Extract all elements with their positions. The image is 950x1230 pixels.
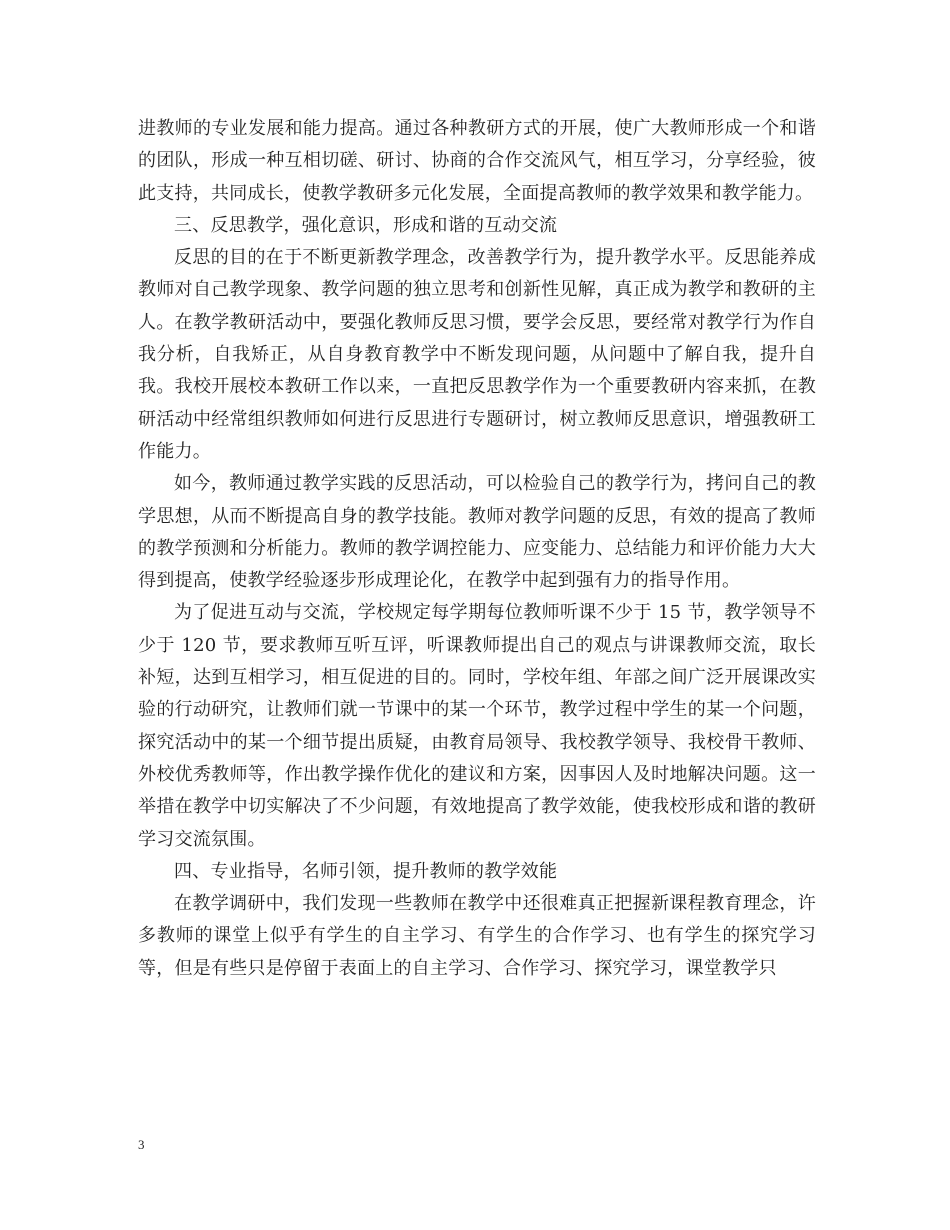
paragraph: 在教学调研中，我们发现一些教师在教学中还很难真正把握新课程教育理念，许多教师的课堂上似乎有学生的自主学习、有学生的合作学习、也有学生的探究学习等，但是有些只是停留于表面上的自主学习、合作学习、探究学习，课堂教学只: [138, 893, 816, 979]
page-number: 3: [138, 1137, 145, 1152]
paragraph: 反思的目的在于不断更新教学理念，改善教学行为，提升教学水平。反思能养成教师对自己教学现象、教学问题的独立思考和创新性见解，真正成为教学和教研的主人。在教学教研活动中，要强化教师反思习惯，要学会反思，要经常对教学行为作自我分析，自我矫正，从自身教育教学中不断发现问题，从问题中了解自我，提升自我。我校开展校本教研工作以来，一直把反思教学作为一个重要教研内容来抓，在教研活动中经常组织教师如何进行反思进行专题研讨，树立教师反思意识，增强教研工作能力。: [138, 247, 816, 462]
paragraph: 如今，教师通过教学实践的反思活动，可以检验自己的教学行为，拷问自己的教学思想，从而不断提高自身的教学技能。教师对教学问题的反思，有效的提高了教师的教学预测和分析能力。教师的教学调控能力、应变能力、总结能力和评价能力大大得到提高，使教学经验逐步形成理论化，在教学中起到强有力的指导作用。: [138, 473, 816, 592]
section-heading-3: 三、反思教学，强化意识，形成和谐的互动交流: [174, 214, 558, 236]
paragraph-continuation: 进教师的专业发展和能力提高。通过各种教研方式的开展，使广大教师形成一个和谐的团队，形成一种互相切磋、研讨、协商的合作交流风气，相互学习，分享经验，彼此支持，共同成长，使教学教研多元化发展，全面提高教师的教学效果和教学能力。: [138, 118, 816, 204]
section-heading-4: 四、专业指导，名师引领，提升教师的教学效能: [174, 860, 558, 882]
paragraph: 为了促进互动与交流，学校规定每学期每位教师听课不少于 15 节，教学领导不少于 120 节，要求教师互听互评，听课教师提出自己的观点与讲课教师交流，取长补短，达到互相学习，相互促进的目的。同时，学校年组、年部之间广泛开展课改实验的行动研究，让教师们就一节课中的某一个环节，教学过程中学生的某一个问题，探究活动中的某一个细节提出质疑，由教育局领导、我校教学领导、我校骨干教师、外校优秀教师等，作出教学操作优化的建议和方案，因事因人及时地解决问题。这一举措在教学中切实解决了不少问题，有效地提高了教学效能，使我校形成和谐的教研学习交流氛围。: [138, 602, 816, 850]
body-text: [138, 113, 816, 985]
